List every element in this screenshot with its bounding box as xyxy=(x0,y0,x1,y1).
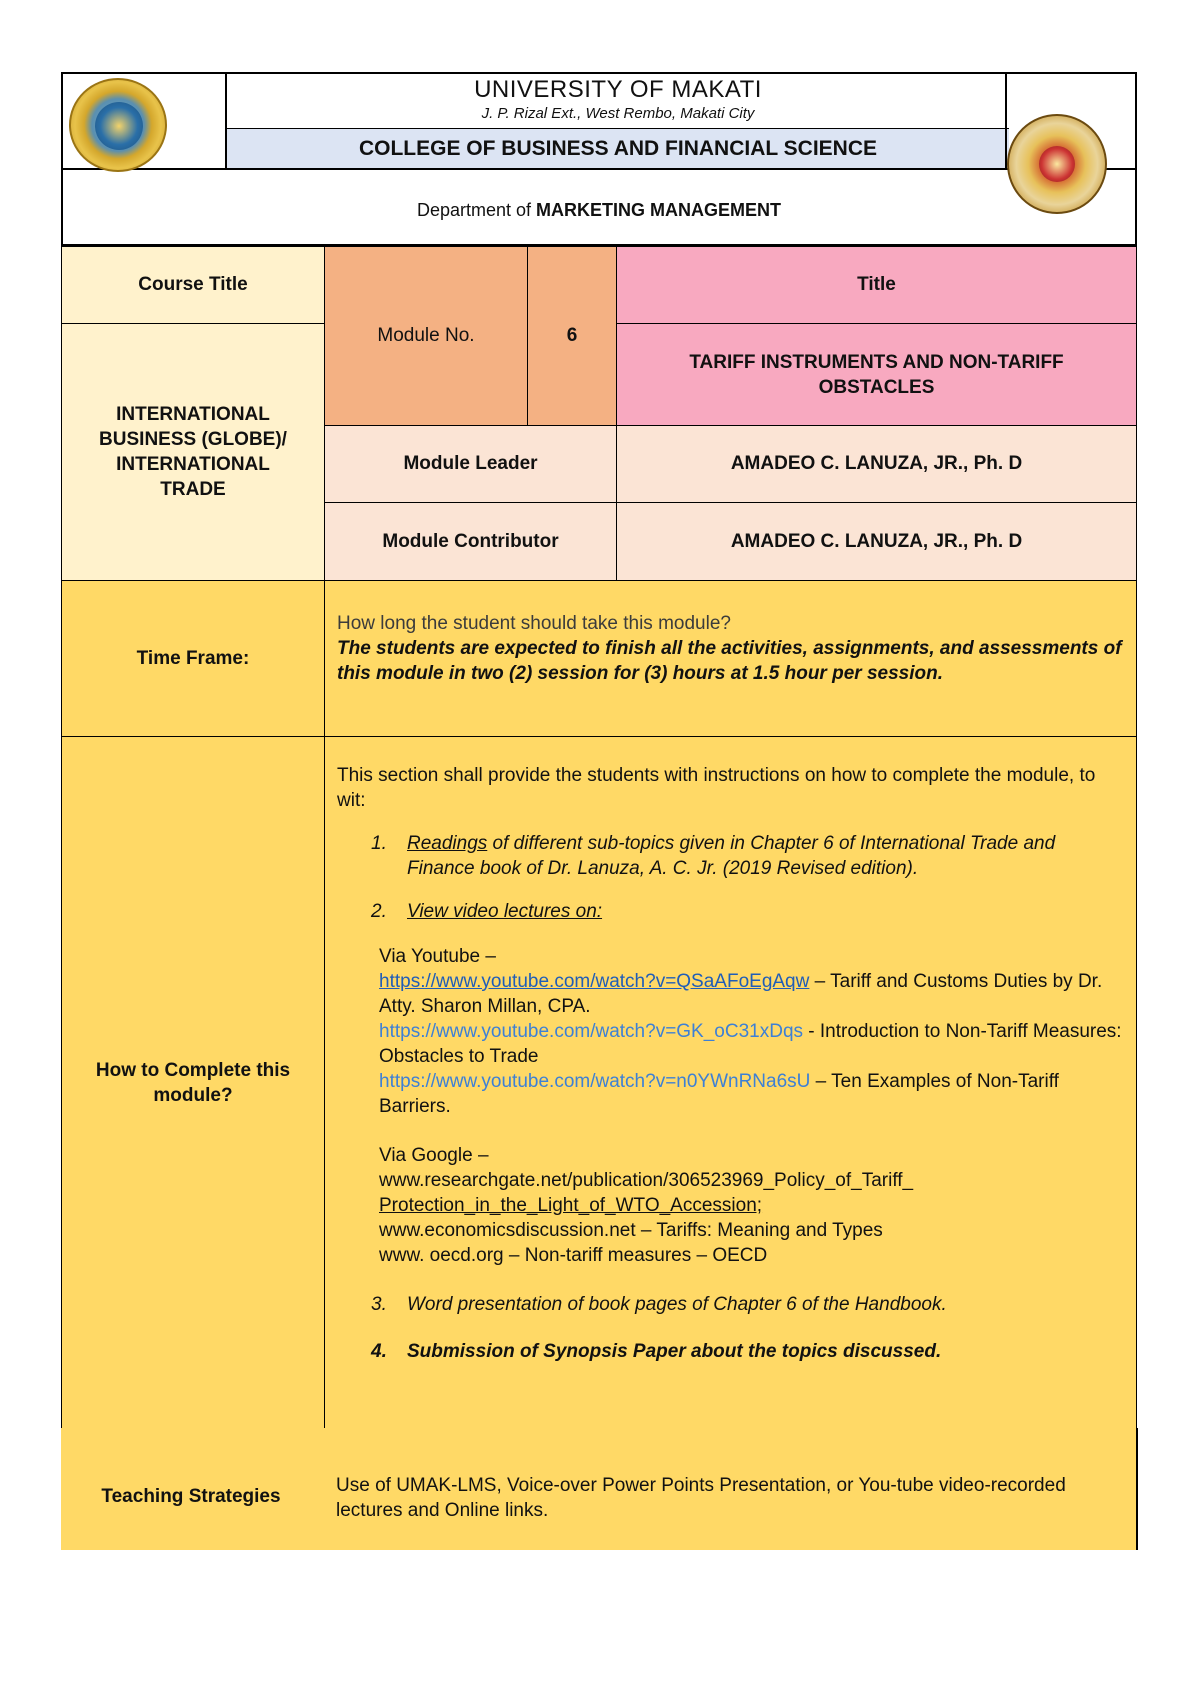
department-prefix: Department of xyxy=(416,200,537,220)
university-name: UNIVERSITY OF MAKATI xyxy=(474,76,762,103)
view-video-lectures-text: View video lectures on: xyxy=(407,901,603,922)
google-link-3[interactable]: www. oecd.org – Non-tariff measures – OECD xyxy=(379,1245,768,1266)
youtube-link-3[interactable]: https://www.youtube.com/watch?v=n0YWnRNa6sU xyxy=(379,1071,811,1092)
right-border xyxy=(1136,1428,1138,1550)
time-frame-answer: The students are expected to finish all the activities, assignments, and assessments of this module in two (2) session for (3) hours at 1.5 hour per session. xyxy=(337,638,1122,684)
title-label: Title xyxy=(616,246,1137,324)
module-contributor-value: AMADEO C. LANUZA, JR., Ph. D xyxy=(616,502,1137,581)
course-title-value: INTERNATIONAL BUSINESS (GLOBE)/ INTERNATIONAL TRADE xyxy=(61,323,325,581)
teaching-strategies-label: Teaching Strategies xyxy=(101,1486,281,1507)
google-link-2[interactable]: www.economicsdiscussion.net – Tariffs: Meaning and Types xyxy=(379,1220,883,1241)
how-to-label: How to Complete this module? xyxy=(61,736,325,1429)
umak-logo-icon xyxy=(69,78,167,172)
time-frame-question: How long the student should take this module? xyxy=(337,613,731,634)
university-address: J. P. Rizal Ext., West Rembo, Makati City xyxy=(481,105,755,122)
module-leader-value: AMADEO C. LANUZA, JR., Ph. D xyxy=(616,425,1137,503)
course-title-label: Course Title xyxy=(61,246,325,324)
department-name: MARKETING MANAGEMENT xyxy=(536,200,782,220)
module-no-value: 6 xyxy=(527,246,617,426)
time-frame-content xyxy=(324,580,1137,737)
google-link-1a[interactable]: www.researchgate.net/publication/306523969_Policy_of_Tariff_ xyxy=(379,1170,914,1191)
teaching-strategies-text: Use of UMAK-LMS, Voice-over Power Points Presentation, or You-tube video-recorded lectures and Online links. xyxy=(336,1475,1066,1521)
list-item: 3. Word presentation of book pages of Chapter 6 of the Handbook. xyxy=(371,1294,947,1315)
list-item: 4. Submission of Synopsis Paper about the topics discussed. xyxy=(371,1341,942,1362)
module-leader-label: Module Leader xyxy=(324,425,617,503)
how-to-content xyxy=(324,736,1137,1429)
header-block xyxy=(61,72,1137,246)
university-heading xyxy=(227,74,1009,129)
module-page xyxy=(61,72,1137,1521)
umak-seal-icon xyxy=(1007,114,1107,214)
youtube-link-1[interactable]: https://www.youtube.com/watch?v=QSaAFoEgAqw xyxy=(379,971,810,992)
college-name: COLLEGE OF BUSINESS AND FINANCIAL SCIENCE xyxy=(227,129,1009,170)
readings-text: Readings xyxy=(407,833,488,854)
title-value: TARIFF INSTRUMENTS AND NON-TARIFF OBSTACLES xyxy=(616,323,1137,426)
google-links: Via Google – www.researchgate.net/publication/306523969_Policy_of_Tariff_ Protection_in_the_Light_of_WTO_Accession; www.economicsdiscussion.net – Tariffs: Meaning and Types www. oecd.org – Non-tariff measures – OECD xyxy=(337,1143,1124,1268)
list-item: 1. Readings of different sub-topics given in Chapter 6 of International Trade and Finance book of Dr. Lanuza, A. C. Jr. (2019 Revised edition). xyxy=(371,833,1056,879)
module-contributor-label: Module Contributor xyxy=(324,502,617,581)
time-frame-label: Time Frame: xyxy=(61,580,325,737)
module-no-label: Module No. xyxy=(324,246,528,426)
department-line xyxy=(63,170,1135,246)
youtube-link-2[interactable]: https://www.youtube.com/watch?v=GK_oC31xDqs xyxy=(379,1021,804,1042)
google-link-1b[interactable]: Protection_in_the_Light_of_WTO_Accession; xyxy=(379,1195,763,1216)
video-links: Via Youtube – https://www.youtube.com/watch?v=QSaAFoEgAqw – Tariff and Customs Duties by Dr. Atty. Sharon Millan, CPA. https://www.youtube.com/watch?v=GK_oC31xDqs - Introduction to Non-Tariff Measures: Obstacles to Trade https://www.youtube.com/watch?v=n0YWnRNa6sU – Ten Examples of Non-Tariff Barriers. xyxy=(379,946,1122,1117)
list-item: 2. View video lectures on: xyxy=(371,901,603,922)
how-to-intro: This section shall provide the students with instructions on how to complete the module, to wit: xyxy=(337,765,1096,811)
left-logo-cell xyxy=(63,74,227,170)
